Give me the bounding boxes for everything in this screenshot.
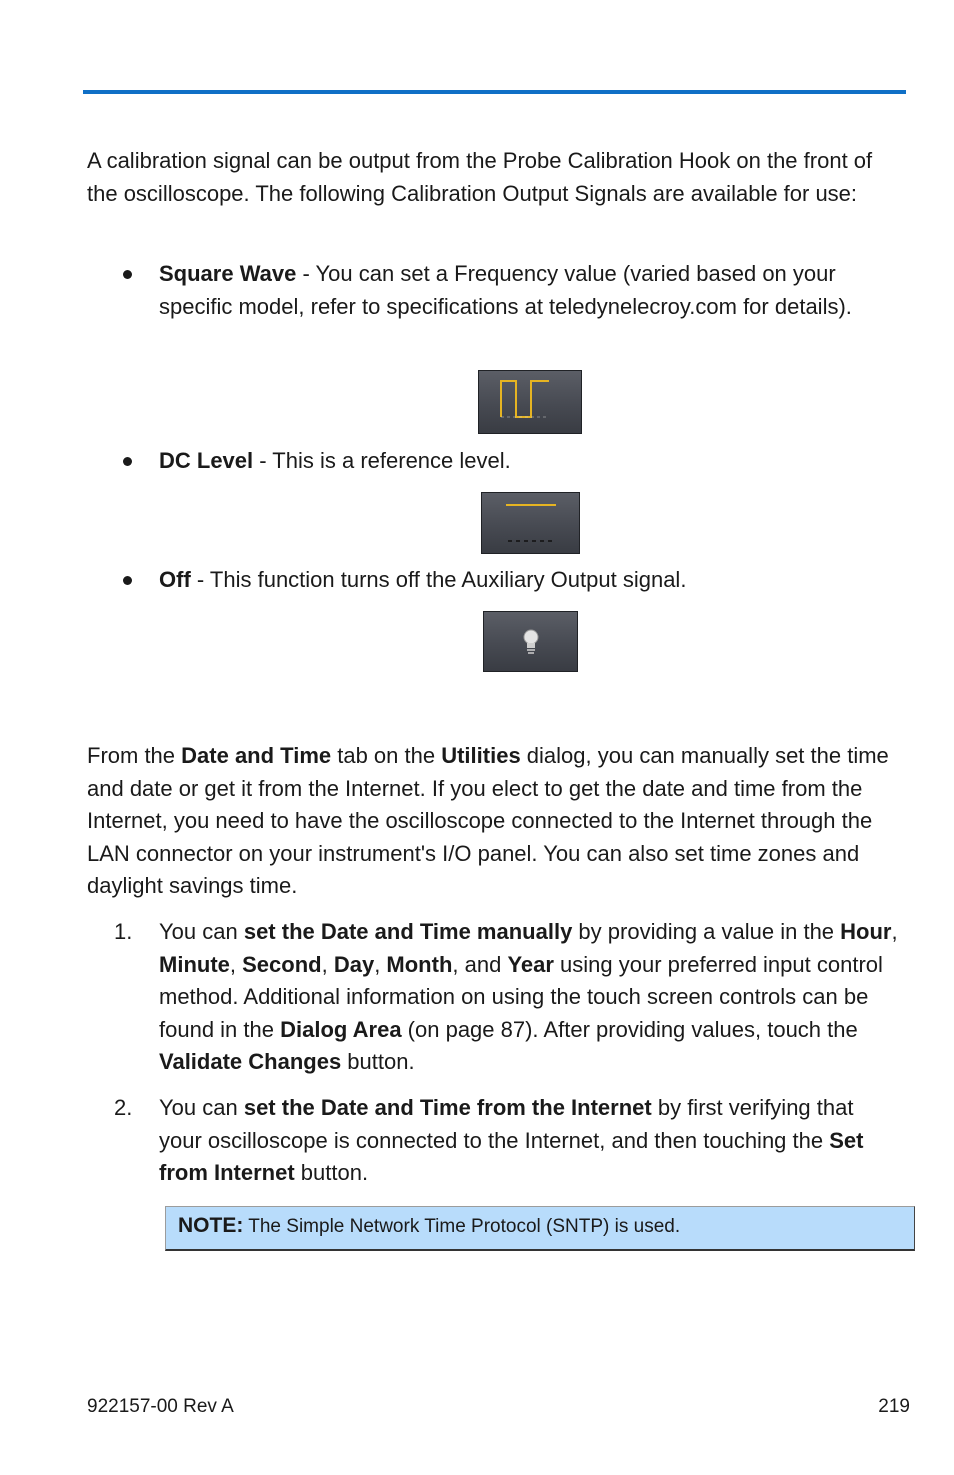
bullet — [121, 270, 133, 282]
footer-page-number: 219 — [878, 1396, 910, 1417]
off-item — [159, 564, 899, 597]
light-bulb-icon — [484, 612, 577, 671]
emphasis: set the Date and Time from the Internet — [243, 1095, 652, 1120]
footer-doc-id: 922157-00 Rev A — [87, 1396, 234, 1417]
emphasis: set the Date and Time manually — [243, 919, 573, 944]
text-run: From the — [87, 743, 182, 768]
square-wave-icon — [479, 371, 581, 433]
text-run: tab on the — [331, 743, 442, 768]
square-wave-button — [478, 370, 582, 434]
text-run: dialog, you can manually set the time and date or get it from the Internet. If you elect to get the date and time from the Internet, you need to have the oscilloscope connected to the Internet through the LAN connector on your instrument's I/O panel. You can also set time zones and daylight savings time. — [87, 743, 889, 898]
item-description: - This is a reference level. — [253, 448, 511, 473]
text-run: using your preferred input control method. Additional information on using the touch screen controls can be found in the — [159, 951, 883, 1042]
dialog-area-ref: Dialog Area — [280, 1016, 402, 1042]
text-run: button. — [294, 1160, 369, 1185]
item-description: - This function turns off the Auxiliary Output signal. — [190, 567, 687, 592]
note-text: The Simple Network Time Protocol (SNTP) is used. — [243, 1216, 681, 1237]
text-run: , — [374, 951, 387, 977]
bullet — [121, 576, 133, 588]
field-month: Month — [386, 951, 453, 977]
validate-changes-ref: Validate Changes — [159, 1049, 342, 1074]
field-day: Day — [333, 951, 375, 977]
text-run: You can — [159, 1095, 244, 1120]
note-box — [165, 1206, 915, 1251]
text-run: by first verifying that your oscilloscope is connected to the Internet, and then touching the — [159, 1095, 854, 1153]
step-2 — [159, 1092, 899, 1190]
calibration-intro: A calibration signal can be output from the Probe Calibration Hook on the front of the oscilloscope. The following Calibration Output Signals are available for use: — [87, 148, 873, 206]
step-number: 1. — [114, 919, 133, 944]
field-hour: Hour — [840, 919, 892, 944]
text-run: , — [891, 919, 898, 944]
text-run: button. — [341, 1049, 415, 1074]
text-run: , — [321, 951, 334, 977]
tab-name: Date and Time — [181, 743, 332, 768]
dc-level-item — [159, 445, 899, 478]
bullet — [121, 457, 133, 469]
dc-level-icon — [482, 493, 579, 553]
text-run: (on page 87). After providing values, touch the — [401, 1016, 858, 1042]
item-term: Square Wave — [159, 261, 297, 286]
set-from-internet-ref: Set from Internet — [159, 1127, 864, 1185]
datetime-intro — [87, 740, 897, 903]
item-description: - You can set a Frequency value (varied based on your specific model, refer to specifications at teledynelecroy.com for details). — [159, 261, 852, 319]
item-term: DC Level — [159, 448, 254, 473]
step-1 — [159, 916, 899, 1079]
item-term: Off — [159, 567, 191, 592]
field-second: Second — [242, 951, 322, 977]
text-run: by providing a value in the — [572, 919, 841, 944]
off-button — [483, 611, 578, 672]
step-number: 2. — [114, 1095, 133, 1120]
note-label: NOTE: — [178, 1214, 244, 1237]
header-rule — [83, 90, 906, 94]
text-run: , and — [452, 951, 508, 977]
field-minute: Minute — [159, 951, 230, 977]
text-run: , — [229, 951, 243, 977]
text-run: You can — [159, 919, 244, 944]
field-year: Year — [507, 951, 554, 977]
dialog-name: Utilities — [441, 743, 521, 768]
dc-level-button — [481, 492, 580, 554]
square-wave-item — [159, 258, 899, 323]
